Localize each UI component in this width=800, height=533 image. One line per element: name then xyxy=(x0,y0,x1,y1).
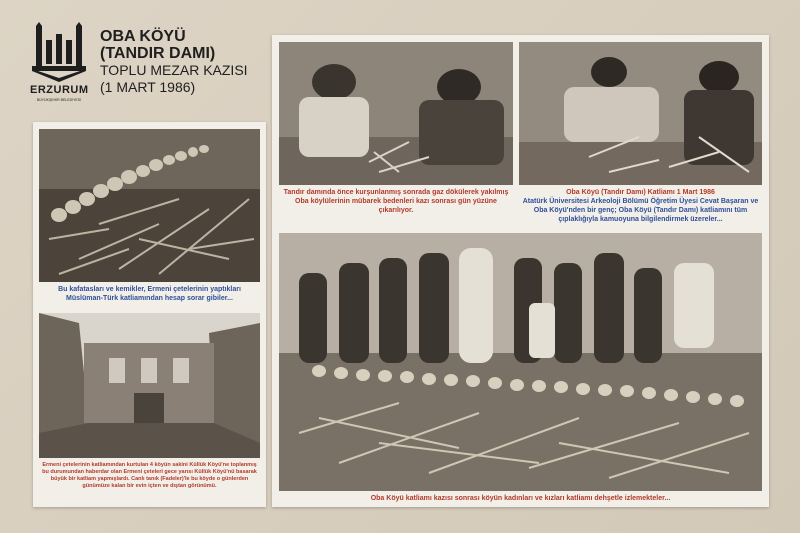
excavation-illustration-2 xyxy=(519,42,762,185)
logo-subtitle: BÜYÜKŞEHİR BELEDİYESİ xyxy=(36,98,82,102)
title-line-2: (TANDIR DAMI) xyxy=(100,45,216,62)
villagers-caption: Oba Köyü katliamı kazısı sonrası köyün kadınları ve kızları katliamı dehşetle izlemekteler... xyxy=(370,495,671,502)
ruined-house-caption: Ermeni çetelerinin katliamından kurtulan 4 köyün sakini Küllük Köyü'ne toplanmış bu durumundan haberdar olan Ermeni çeteleri gece yarısı Küllük Köyü'nü basarak büyük bir katliam yapmışlardı. Canlı tanık (Fadeler)'le bu köyde o günlerden günümüze kalan bir evin içten ve dıştan görünümü. xyxy=(42,462,257,489)
title-line-4: (1 MART 1986) xyxy=(100,79,196,95)
title-line-3: TOPLU MEZAR KAZISI xyxy=(100,62,248,78)
erzurum-logo xyxy=(30,22,88,102)
excavation-caption-1: Tandır damında önce kurşunlanmış sonrada gaz dökülerek yakılmış Oba köylülerinin mübarek bedenleri kazı sonrası gün yüzüne çıkarılıyor. xyxy=(283,189,509,214)
skulls-photo xyxy=(39,129,260,282)
skulls-illustration xyxy=(39,129,260,282)
logo-name: ERZURUM xyxy=(30,84,89,96)
excavation-caption-2-body: Atatürk Üniversitesi Arkeoloji Bölümü Öğretim Üyesi Cevat Başaran ve Oba Köyü'nden bir genç; Oba Köyü (Tandır Damı) katliamını tüm çıplaklığıyla kamuoyuna bilgilendirmek üzereler... xyxy=(522,198,759,223)
ruined-house-illustration xyxy=(39,313,260,458)
ruined-house-photo xyxy=(39,313,260,458)
page-title xyxy=(100,28,270,96)
right-panel xyxy=(272,35,769,507)
left-panel xyxy=(33,122,266,507)
title-line-1: OBA KÖYÜ xyxy=(100,28,186,45)
excavation-illustration-1 xyxy=(279,42,513,185)
villagers-photo xyxy=(279,233,762,491)
villagers-illustration xyxy=(279,233,762,491)
excavation-caption-2-title: Oba Köyü (Tandır Damı) Katliamı 1 Mart 1986 xyxy=(566,189,715,196)
skulls-caption: Bu kafatasları ve kemikler, Ermeni çetelerinin yaptıkları Müslüman-Türk katliamından hesap sorar gibiler... xyxy=(58,286,241,302)
excavation-photo-1 xyxy=(279,42,513,185)
excavation-photo-2 xyxy=(519,42,762,185)
mosque-minaret-icon xyxy=(30,22,88,84)
